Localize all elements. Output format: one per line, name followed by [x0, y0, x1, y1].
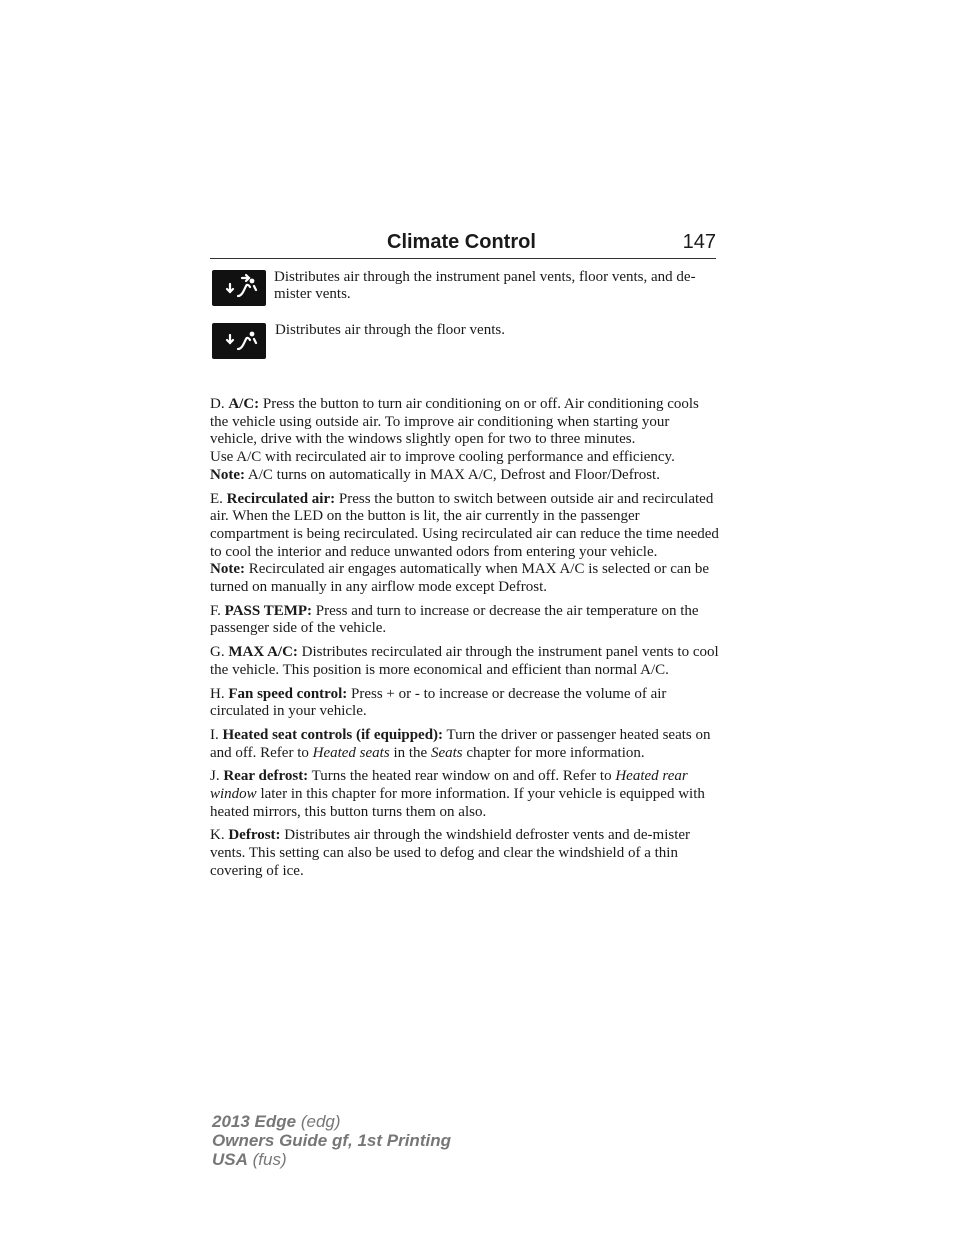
item-h: H. Fan speed control: Press + or - to increase or decrease the volume of air circulated in your vehicle. [210, 685, 667, 720]
item-g: G. MAX A/C: Distributes recirculated air through the instrument panel vents to cool the vehicle. This position is more economical and efficient than normal A/C. [210, 644, 719, 678]
panel-floor-demister-vents-icon [212, 270, 266, 306]
mode-description: Distributes air through the floor vents. [275, 322, 505, 338]
item-f: F. PASS TEMP: Press and turn to increase or decrease the air temperature on the passenger side of the vehicle. [210, 602, 699, 637]
item-d-note: Note: A/C turns on automatically in MAX A/C, Defrost and Floor/Defrost. [210, 466, 660, 483]
page-footer: 2013 Edge (edg) Owners Guide gf, 1st Printing USA (fus) [212, 1112, 451, 1169]
item-e: E. Recirculated air: Press the button to switch between outside air and recirculated air. When the LED on the button is lit, the air currently in the passenger compartment is being recirculated. Using recirculated air can reduce the time needed to cool the interior and reduce unwanted odors from entering your vehicle. [210, 490, 719, 560]
floor-vents-icon [212, 323, 266, 359]
control-descriptions [210, 396, 720, 881]
mode-description: Distributes air through the instrument panel vents, floor vents, and de-mister vents. [274, 269, 696, 302]
page-number: 147 [682, 231, 716, 253]
item-d: D. A/C: Press the button to turn air conditioning on or off. Air conditioning cools the vehicle using outside air. To improve air conditioning when starting your vehicle, drive with the windows slightly open for two to three minutes. [210, 396, 699, 448]
item-e-note: Note: Recirculated air engages automatically when MAX A/C is selected or can be turned on manually in any airflow mode except Defrost. [210, 561, 709, 596]
item-j: J. Rear defrost: Turns the heated rear window on and off. Refer to Heated rear window later in this chapter for more information. If your vehicle is equipped with heated mirrors, this button turns them on also. [210, 768, 705, 820]
item-i: I. Heated seat controls (if equipped): Turn the driver or passenger heated seats on and off. Refer to Heated seats in the Seats chapter for more information. [210, 726, 711, 761]
item-k: K. Defrost: Distributes air through the windshield defroster vents and de-mister vents. This setting can also be used to defog and clear the windshield of a thin covering of ice. [210, 827, 691, 879]
page-title: Climate Control [387, 231, 536, 253]
page-header [210, 230, 716, 259]
item-d-extra: Use A/C with recirculated air to improve cooling performance and efficiency. [210, 449, 675, 466]
